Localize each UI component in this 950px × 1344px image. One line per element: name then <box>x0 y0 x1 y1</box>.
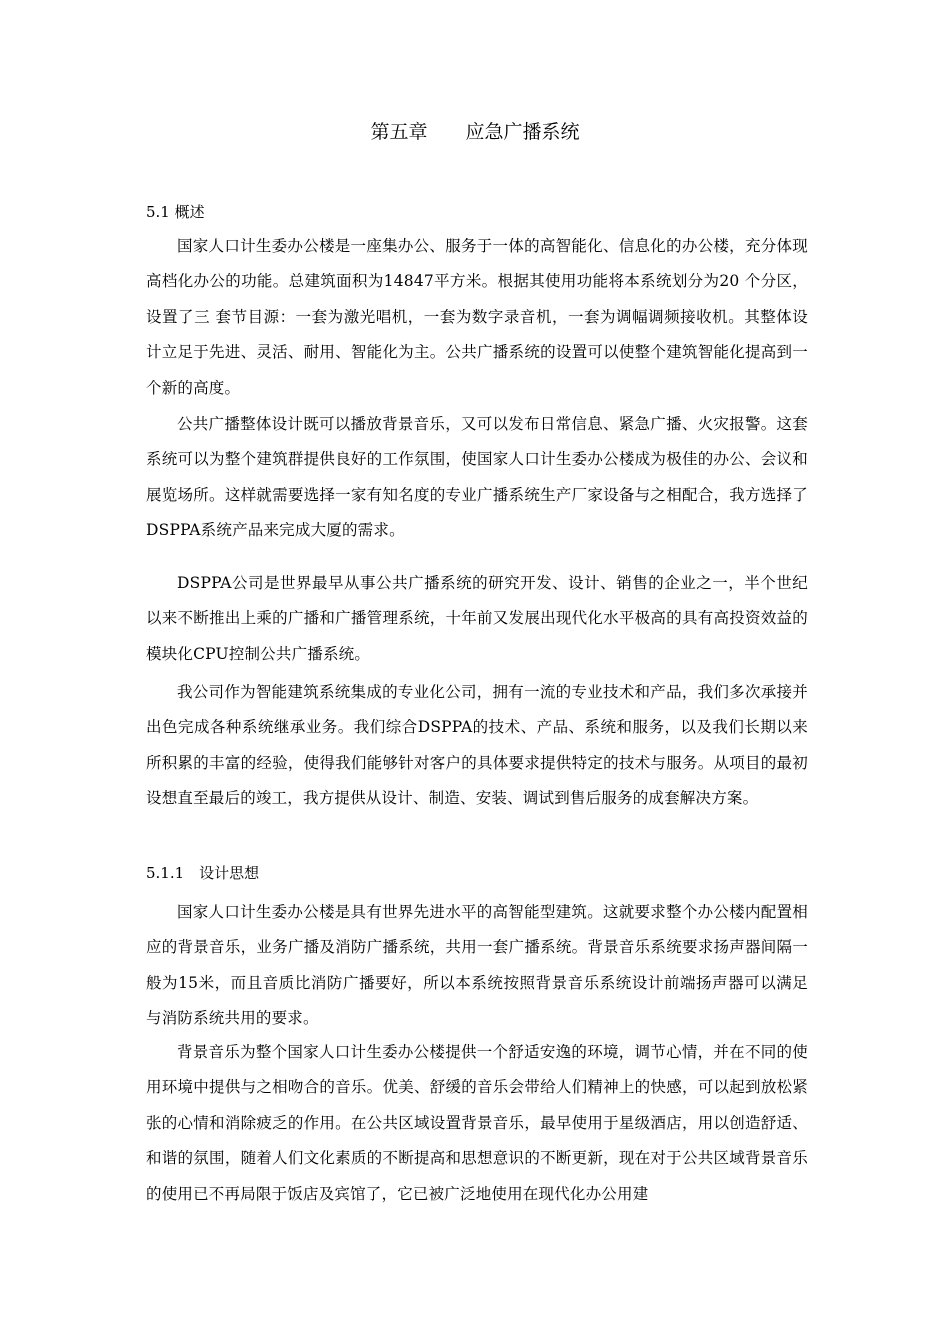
section-heading-5-1-1: 5.1.1 设计思想 <box>146 864 260 882</box>
paragraph-overview-3: DSPPA公司是世界最早从事公共广播系统的研究开发、设计、销售的企业之一，半个世纪以来不断推出上乘的广播和广播管理系统，十年前又发展出现代化水平极高的具有高投资效益的模块化CPU控制公共广播系统。 <box>146 574 808 663</box>
paragraph-overview-4: 我公司作为智能建筑系统集成的专业化公司，拥有一流的专业技术和产品，我们多次承接并出色完成各种系统继承业务。我们综合DSPPA的技术、产品、系统和服务，以及我们长期以来所积累的丰富的经验，使得我们能够针对客户的具体要求提供特定的技术与服务。从项目的最初设想直至最后的竣工，我方提供从设计、制造、安装、调试到售后服务的成套解决方案。 <box>146 683 808 808</box>
chapter-title: 第五章 应急广播系统 <box>370 121 580 143</box>
section-heading-5-1: 5.1 概述 <box>146 203 205 221</box>
paragraph-design-2: 背景音乐为整个国家人口计生委办公楼提供一个舒适安逸的环境，调节心情，并在不同的使用环境中提供与之相吻合的音乐。优美、舒缓的音乐会带给人们精神上的快感，可以起到放松紧张的心情和消除疲乏的作用。在公共区域设置背景音乐，最早使用于星级酒店，用以创造舒适、和谐的氛围，随着人们文化素质的不断提高和思想意识的不断更新，现在对于公共区域背景音乐的使用已不再局限于饭店及宾馆了，它已被广泛地使用在现代化办公用建 <box>146 1043 808 1203</box>
paragraph-overview-1: 国家人口计生委办公楼是一座集办公、服务于一体的高智能化、信息化的办公楼，充分体现高档化办公的功能。总建筑面积为14847平方米。根据其使用功能将本系统划分为20 个分区，设置了三 套节目源：一套为激光唱机，一套为数字录音机，一套为调幅调频接收机。其整体设计立足于先进、灵活、耐用、智能化为主。公共广播系统的设置可以使整个建筑智能化提高到一个新的高度。 <box>146 237 808 397</box>
paragraph-overview-2: 公共广播整体设计既可以播放背景音乐，又可以发布日常信息、紧急广播、火灾报警。这套系统可以为整个建筑群提供良好的工作氛围，使国家人口计生委办公楼成为极佳的办公、会议和展览场所。这样就需要选择一家有知名度的专业广播系统生产厂家设备与之相配合，我方选择了DSPPA系统产品来完成大厦的需求。 <box>146 415 808 540</box>
paragraph-design-1: 国家人口计生委办公楼是具有世界先进水平的高智能型建筑。这就要求整个办公楼内配置相应的背景音乐，业务广播及消防广播系统，共用一套广播系统。背景音乐系统要求扬声器间隔一般为15米，而且音质比消防广播要好，所以本系统按照背景音乐系统设计前端扬声器可以满足与消防系统共用的要求。 <box>146 903 808 1028</box>
